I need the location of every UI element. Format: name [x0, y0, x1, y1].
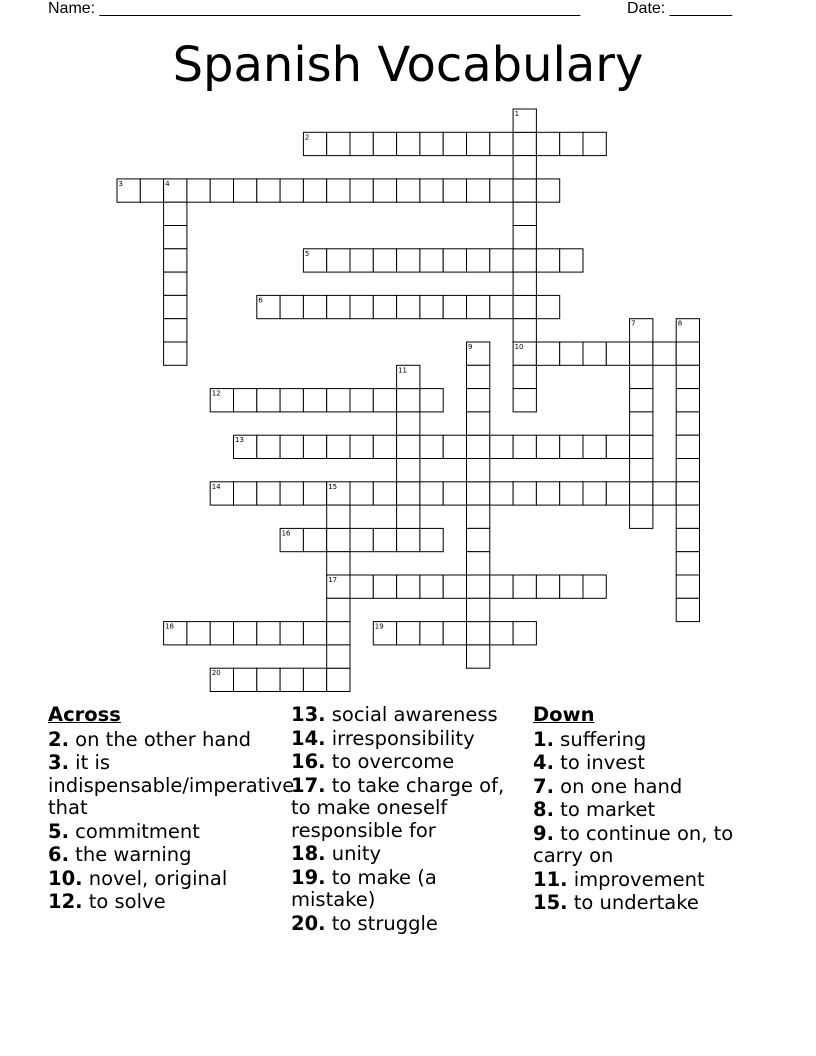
clue-text: it is indispensable/imperative that	[48, 751, 295, 819]
grid-cell[interactable]	[350, 435, 373, 458]
name-field[interactable]: Name: ______________________________________________________	[48, 0, 581, 17]
grid-cell[interactable]	[257, 435, 280, 458]
clue-item	[291, 775, 521, 843]
grid-cell[interactable]	[536, 482, 559, 505]
grid-cell[interactable]	[164, 342, 187, 365]
grid-cell[interactable]	[303, 295, 326, 318]
grid-cell[interactable]	[467, 505, 490, 528]
clue-number: 13.	[291, 703, 326, 726]
grid-cell[interactable]	[397, 179, 420, 202]
cell-number: 10	[514, 343, 524, 351]
cell-number: 13	[235, 436, 244, 445]
grid-cell[interactable]	[327, 622, 350, 645]
grid-cell[interactable]	[443, 435, 466, 458]
clue-number: 17.	[291, 773, 326, 797]
grid-cell[interactable]	[373, 249, 396, 272]
grid-cell[interactable]	[257, 389, 280, 412]
grid-cell[interactable]	[676, 412, 699, 435]
grid-cell[interactable]	[280, 668, 303, 691]
grid-cell[interactable]	[327, 295, 350, 318]
grid-cell[interactable]	[420, 482, 443, 505]
grid-cell[interactable]	[164, 226, 187, 249]
clue-text: unity	[325, 842, 382, 865]
grid-cell[interactable]	[513, 295, 536, 318]
clue-number: 19.	[291, 865, 326, 889]
clue-item	[291, 843, 521, 866]
grid-cell[interactable]	[397, 435, 420, 458]
clue-number: 12.	[48, 890, 83, 913]
clue-text: to continue on, to carry on	[533, 821, 734, 867]
grid-cell[interactable]	[467, 295, 490, 318]
clue-number: 10.	[48, 866, 83, 890]
clue-text: to make (a mistake)	[291, 865, 437, 911]
down-clues-column	[533, 704, 773, 916]
clue-number: 20.	[291, 911, 326, 935]
grid-cell[interactable]	[350, 482, 373, 505]
grid-cell[interactable]	[513, 226, 536, 249]
clue-item	[533, 823, 773, 868]
grid-cell[interactable]	[373, 528, 396, 551]
grid-cell[interactable]	[280, 389, 303, 412]
clue-text: on one hand	[553, 774, 683, 798]
grid-cell[interactable]	[443, 249, 466, 272]
grid-cell[interactable]	[397, 295, 420, 318]
clue-number: 14.	[291, 726, 326, 750]
grid-cell[interactable]	[443, 295, 466, 318]
grid-cell[interactable]	[513, 482, 536, 505]
clue-number: 9.	[533, 821, 554, 845]
grid-cell[interactable]	[536, 342, 559, 365]
grid-cell[interactable]	[467, 622, 490, 645]
clue-text: novel, original	[82, 866, 228, 890]
grid-cell[interactable]	[164, 272, 187, 295]
cell-number: 6	[258, 296, 263, 305]
grid-cell[interactable]	[257, 622, 280, 645]
grid-cell[interactable]	[490, 179, 513, 202]
grid-cell[interactable]	[583, 435, 606, 458]
grid-cell[interactable]	[513, 365, 536, 388]
grid-cell[interactable]	[210, 622, 233, 645]
page-title: Spanish Vocabulary	[172, 37, 644, 93]
clue-item	[533, 799, 773, 822]
grid-cell[interactable]	[467, 575, 490, 598]
across-clues-column-1	[48, 703, 295, 915]
grid-cell[interactable]	[327, 389, 350, 412]
grid-cell[interactable]	[467, 412, 490, 435]
grid-cell[interactable]	[420, 528, 443, 551]
clue-item	[291, 751, 521, 774]
grid-cell[interactable]	[397, 575, 420, 598]
grid-cell[interactable]	[467, 552, 490, 575]
clue-item	[533, 729, 773, 752]
grid-cell[interactable]	[443, 575, 466, 598]
cell-number: 12	[211, 389, 221, 398]
clue-number: 4.	[533, 751, 554, 774]
clue-number: 15.	[533, 891, 568, 914]
clue-item	[533, 752, 773, 775]
cell-number: 20	[211, 669, 221, 678]
grid-cell[interactable]	[536, 435, 559, 458]
clue-item	[291, 704, 521, 727]
clue-number: 6.	[48, 843, 69, 866]
grid-cell[interactable]	[467, 645, 490, 668]
grid-cell[interactable]	[630, 412, 653, 435]
clue-text: to solve	[82, 890, 166, 913]
grid-cell[interactable]	[280, 482, 303, 505]
grid-cell[interactable]	[303, 668, 326, 691]
grid-cell[interactable]	[676, 365, 699, 388]
grid-cell[interactable]	[536, 295, 559, 318]
grid-cell[interactable]	[560, 575, 583, 598]
grid-cell[interactable]	[303, 179, 326, 202]
grid-cell[interactable]	[397, 412, 420, 435]
grid-cell[interactable]	[397, 528, 420, 551]
clue-item	[291, 913, 521, 936]
grid-cell[interactable]	[513, 319, 536, 342]
grid-cell[interactable]	[164, 249, 187, 272]
clue-text: on the other hand	[68, 727, 252, 751]
clue-item	[48, 891, 288, 914]
clue-text: to take charge of, to make oneself responsible for	[291, 773, 505, 842]
clue-text: to undertake	[567, 891, 699, 914]
clue-number: 11.	[533, 867, 568, 891]
grid-cell[interactable]	[327, 552, 350, 575]
grid-cell[interactable]	[630, 342, 653, 365]
grid-cell[interactable]	[327, 528, 350, 551]
grid-cell[interactable]	[420, 622, 443, 645]
grid-cell[interactable]	[327, 132, 350, 155]
clue-item	[291, 728, 521, 751]
grid-cell[interactable]	[630, 459, 653, 482]
clue-number: 3.	[48, 751, 69, 774]
grid-cell[interactable]	[583, 132, 606, 155]
clue-number: 16.	[291, 750, 326, 773]
grid-cell[interactable]	[373, 575, 396, 598]
grid-cell[interactable]	[373, 435, 396, 458]
grid-cell[interactable]	[513, 132, 536, 155]
grid-cell[interactable]	[280, 179, 303, 202]
grid-cell[interactable]	[397, 389, 420, 412]
clue-text: to overcome	[325, 750, 455, 773]
grid-cell[interactable]	[676, 459, 699, 482]
cell-number: 8	[677, 319, 683, 328]
grid-cell[interactable]	[513, 575, 536, 598]
down-heading: Down	[533, 703, 595, 726]
clue-number: 5.	[48, 819, 69, 843]
grid-cell[interactable]	[467, 598, 490, 621]
grid-cell[interactable]	[676, 505, 699, 528]
grid-cell[interactable]	[397, 249, 420, 272]
cell-number: 17	[328, 576, 338, 584]
grid-cell[interactable]	[513, 249, 536, 272]
grid-cell[interactable]	[420, 389, 443, 412]
clue-text: to struggle	[325, 911, 438, 935]
grid-cell[interactable]	[630, 389, 653, 412]
cell-number: 3	[118, 179, 123, 188]
grid-cell[interactable]	[490, 249, 513, 272]
grid-cell[interactable]	[443, 132, 466, 155]
grid-cell[interactable]	[257, 668, 280, 691]
grid-cell[interactable]	[676, 552, 699, 575]
grid-cell[interactable]	[513, 622, 536, 645]
grid-cell[interactable]	[187, 622, 210, 645]
grid-cell[interactable]	[234, 482, 257, 505]
grid-cell[interactable]	[490, 435, 513, 458]
grid-cell[interactable]	[350, 389, 373, 412]
grid-cell[interactable]	[373, 179, 396, 202]
grid-cell[interactable]	[303, 435, 326, 458]
grid-cell[interactable]	[280, 295, 303, 318]
grid-cell[interactable]	[280, 622, 303, 645]
grid-cell[interactable]	[373, 132, 396, 155]
grid-cell[interactable]	[327, 435, 350, 458]
grid-cell[interactable]	[350, 295, 373, 318]
grid-cell[interactable]	[490, 132, 513, 155]
grid-cell[interactable]	[676, 435, 699, 458]
clue-item	[533, 776, 773, 799]
cell-number: 1	[514, 110, 520, 118]
grid-cell[interactable]	[676, 575, 699, 598]
grid-cell[interactable]	[513, 156, 536, 179]
grid-cell[interactable]	[397, 459, 420, 482]
grid-cell[interactable]	[606, 342, 629, 365]
grid-cell[interactable]	[350, 575, 373, 598]
grid-cell[interactable]	[467, 528, 490, 551]
cell-number: 15	[328, 482, 338, 491]
grid-cell[interactable]	[420, 435, 443, 458]
clue-item	[291, 867, 521, 912]
cell-number: 7	[631, 319, 636, 328]
grid-cell[interactable]	[327, 249, 350, 272]
cell-number: 4	[165, 179, 170, 188]
grid-cell[interactable]	[210, 179, 233, 202]
grid-cell[interactable]	[327, 668, 350, 691]
grid-cell[interactable]	[560, 249, 583, 272]
clue-text: improvement	[567, 867, 705, 891]
grid-cell[interactable]	[653, 482, 676, 505]
across-clues-column-2	[291, 704, 521, 936]
grid-cell[interactable]	[257, 179, 280, 202]
grid-cell[interactable]	[420, 295, 443, 318]
grid-cell[interactable]	[397, 622, 420, 645]
grid-cell[interactable]	[420, 132, 443, 155]
grid-cell[interactable]	[630, 365, 653, 388]
grid-cell[interactable]	[303, 389, 326, 412]
clue-item	[48, 751, 295, 820]
across-heading: Across	[48, 703, 121, 726]
grid-cell[interactable]	[257, 482, 280, 505]
grid-cell[interactable]	[303, 622, 326, 645]
grid-cell[interactable]	[467, 365, 490, 388]
grid-cell[interactable]	[420, 179, 443, 202]
grid-cell[interactable]	[327, 645, 350, 668]
grid-cell[interactable]	[164, 202, 187, 225]
cell-number: 2	[304, 133, 310, 142]
grid-cell[interactable]	[327, 179, 350, 202]
grid-cell[interactable]	[490, 482, 513, 505]
clue-text: commitment	[68, 819, 200, 843]
grid-cell[interactable]	[234, 668, 257, 691]
grid-cell[interactable]	[397, 132, 420, 155]
clue-text: social awareness	[325, 703, 498, 726]
grid-cell[interactable]	[676, 482, 699, 505]
grid-cell[interactable]	[187, 179, 210, 202]
grid-cell[interactable]	[513, 202, 536, 225]
grid-cell[interactable]	[490, 622, 513, 645]
grid-cell[interactable]	[420, 575, 443, 598]
grid-cell[interactable]	[536, 179, 559, 202]
grid-cell[interactable]	[373, 295, 396, 318]
grid-cell[interactable]	[560, 132, 583, 155]
clue-item	[533, 869, 773, 892]
grid-cell[interactable]	[467, 132, 490, 155]
grid-cell[interactable]	[583, 575, 606, 598]
clue-text: the warning	[68, 843, 192, 866]
clue-number: 7.	[533, 774, 554, 798]
cell-number: 19	[374, 622, 384, 631]
grid-cell[interactable]	[536, 132, 559, 155]
grid-cell[interactable]	[234, 622, 257, 645]
grid-cell[interactable]	[467, 179, 490, 202]
grid-cell[interactable]	[583, 482, 606, 505]
grid-cell[interactable]	[373, 482, 396, 505]
clue-item	[48, 821, 288, 844]
grid-cell[interactable]	[513, 179, 536, 202]
grid-cell[interactable]	[467, 389, 490, 412]
clue-item	[48, 729, 288, 752]
grid-cell[interactable]	[164, 319, 187, 342]
grid-cell[interactable]	[676, 389, 699, 412]
grid-cell[interactable]	[467, 459, 490, 482]
clue-item	[533, 892, 773, 915]
grid-cell[interactable]	[234, 179, 257, 202]
clue-text: to market	[553, 798, 656, 821]
grid-cell[interactable]	[467, 435, 490, 458]
clue-number: 1.	[533, 727, 554, 751]
grid-cell[interactable]	[513, 272, 536, 295]
grid-cell[interactable]	[490, 575, 513, 598]
clue-text: irresponsibility	[325, 726, 475, 750]
grid-cell[interactable]	[490, 295, 513, 318]
clue-number: 2.	[48, 727, 69, 751]
grid-cell[interactable]	[560, 342, 583, 365]
grid-cell[interactable]	[676, 528, 699, 551]
grid-cell[interactable]	[140, 179, 163, 202]
grid-cell[interactable]	[676, 598, 699, 621]
grid-cell[interactable]	[420, 249, 443, 272]
grid-cell[interactable]	[653, 342, 676, 365]
grid-cell[interactable]	[234, 389, 257, 412]
grid-cell[interactable]	[327, 505, 350, 528]
cell-number: 14	[211, 482, 221, 491]
clue-item	[48, 844, 288, 867]
grid-cell[interactable]	[327, 598, 350, 621]
grid-cell[interactable]	[560, 435, 583, 458]
grid-cell[interactable]	[513, 389, 536, 412]
grid-cell[interactable]	[630, 482, 653, 505]
cell-number: 16	[281, 529, 291, 538]
grid-cell[interactable]	[536, 249, 559, 272]
grid-cell[interactable]	[443, 482, 466, 505]
grid-cell[interactable]	[373, 389, 396, 412]
grid-cell[interactable]	[303, 528, 326, 551]
grid-cell[interactable]	[513, 435, 536, 458]
grid-cell[interactable]	[280, 435, 303, 458]
grid-cell[interactable]	[467, 482, 490, 505]
grid-cell[interactable]	[536, 575, 559, 598]
grid-cell[interactable]	[397, 482, 420, 505]
grid-cell[interactable]	[630, 435, 653, 458]
grid-cell[interactable]	[350, 179, 373, 202]
clue-item	[48, 868, 288, 891]
grid-cell[interactable]	[467, 249, 490, 272]
grid-cell[interactable]	[583, 342, 606, 365]
cell-number: 9	[468, 343, 473, 351]
grid-cell[interactable]	[560, 482, 583, 505]
grid-cell[interactable]	[350, 249, 373, 272]
clue-text: suffering	[553, 727, 647, 751]
cell-number: 5	[304, 249, 310, 258]
grid-cell[interactable]	[350, 132, 373, 155]
cell-number: 18	[165, 622, 175, 631]
cell-number: 11	[398, 366, 408, 375]
grid-cell[interactable]	[676, 342, 699, 365]
grid-cell[interactable]	[303, 482, 326, 505]
clue-text: to invest	[553, 751, 646, 774]
grid-cell[interactable]	[164, 295, 187, 318]
grid-cell[interactable]	[350, 528, 373, 551]
grid-cell[interactable]	[443, 179, 466, 202]
clue-number: 8.	[533, 798, 554, 821]
grid-cell[interactable]	[443, 622, 466, 645]
clue-number: 18.	[291, 842, 326, 865]
date-field[interactable]: Date: _______	[627, 0, 732, 17]
grid-cell[interactable]	[606, 435, 629, 458]
grid-cell[interactable]	[397, 505, 420, 528]
grid-cell[interactable]	[606, 482, 629, 505]
grid-cell[interactable]	[630, 505, 653, 528]
